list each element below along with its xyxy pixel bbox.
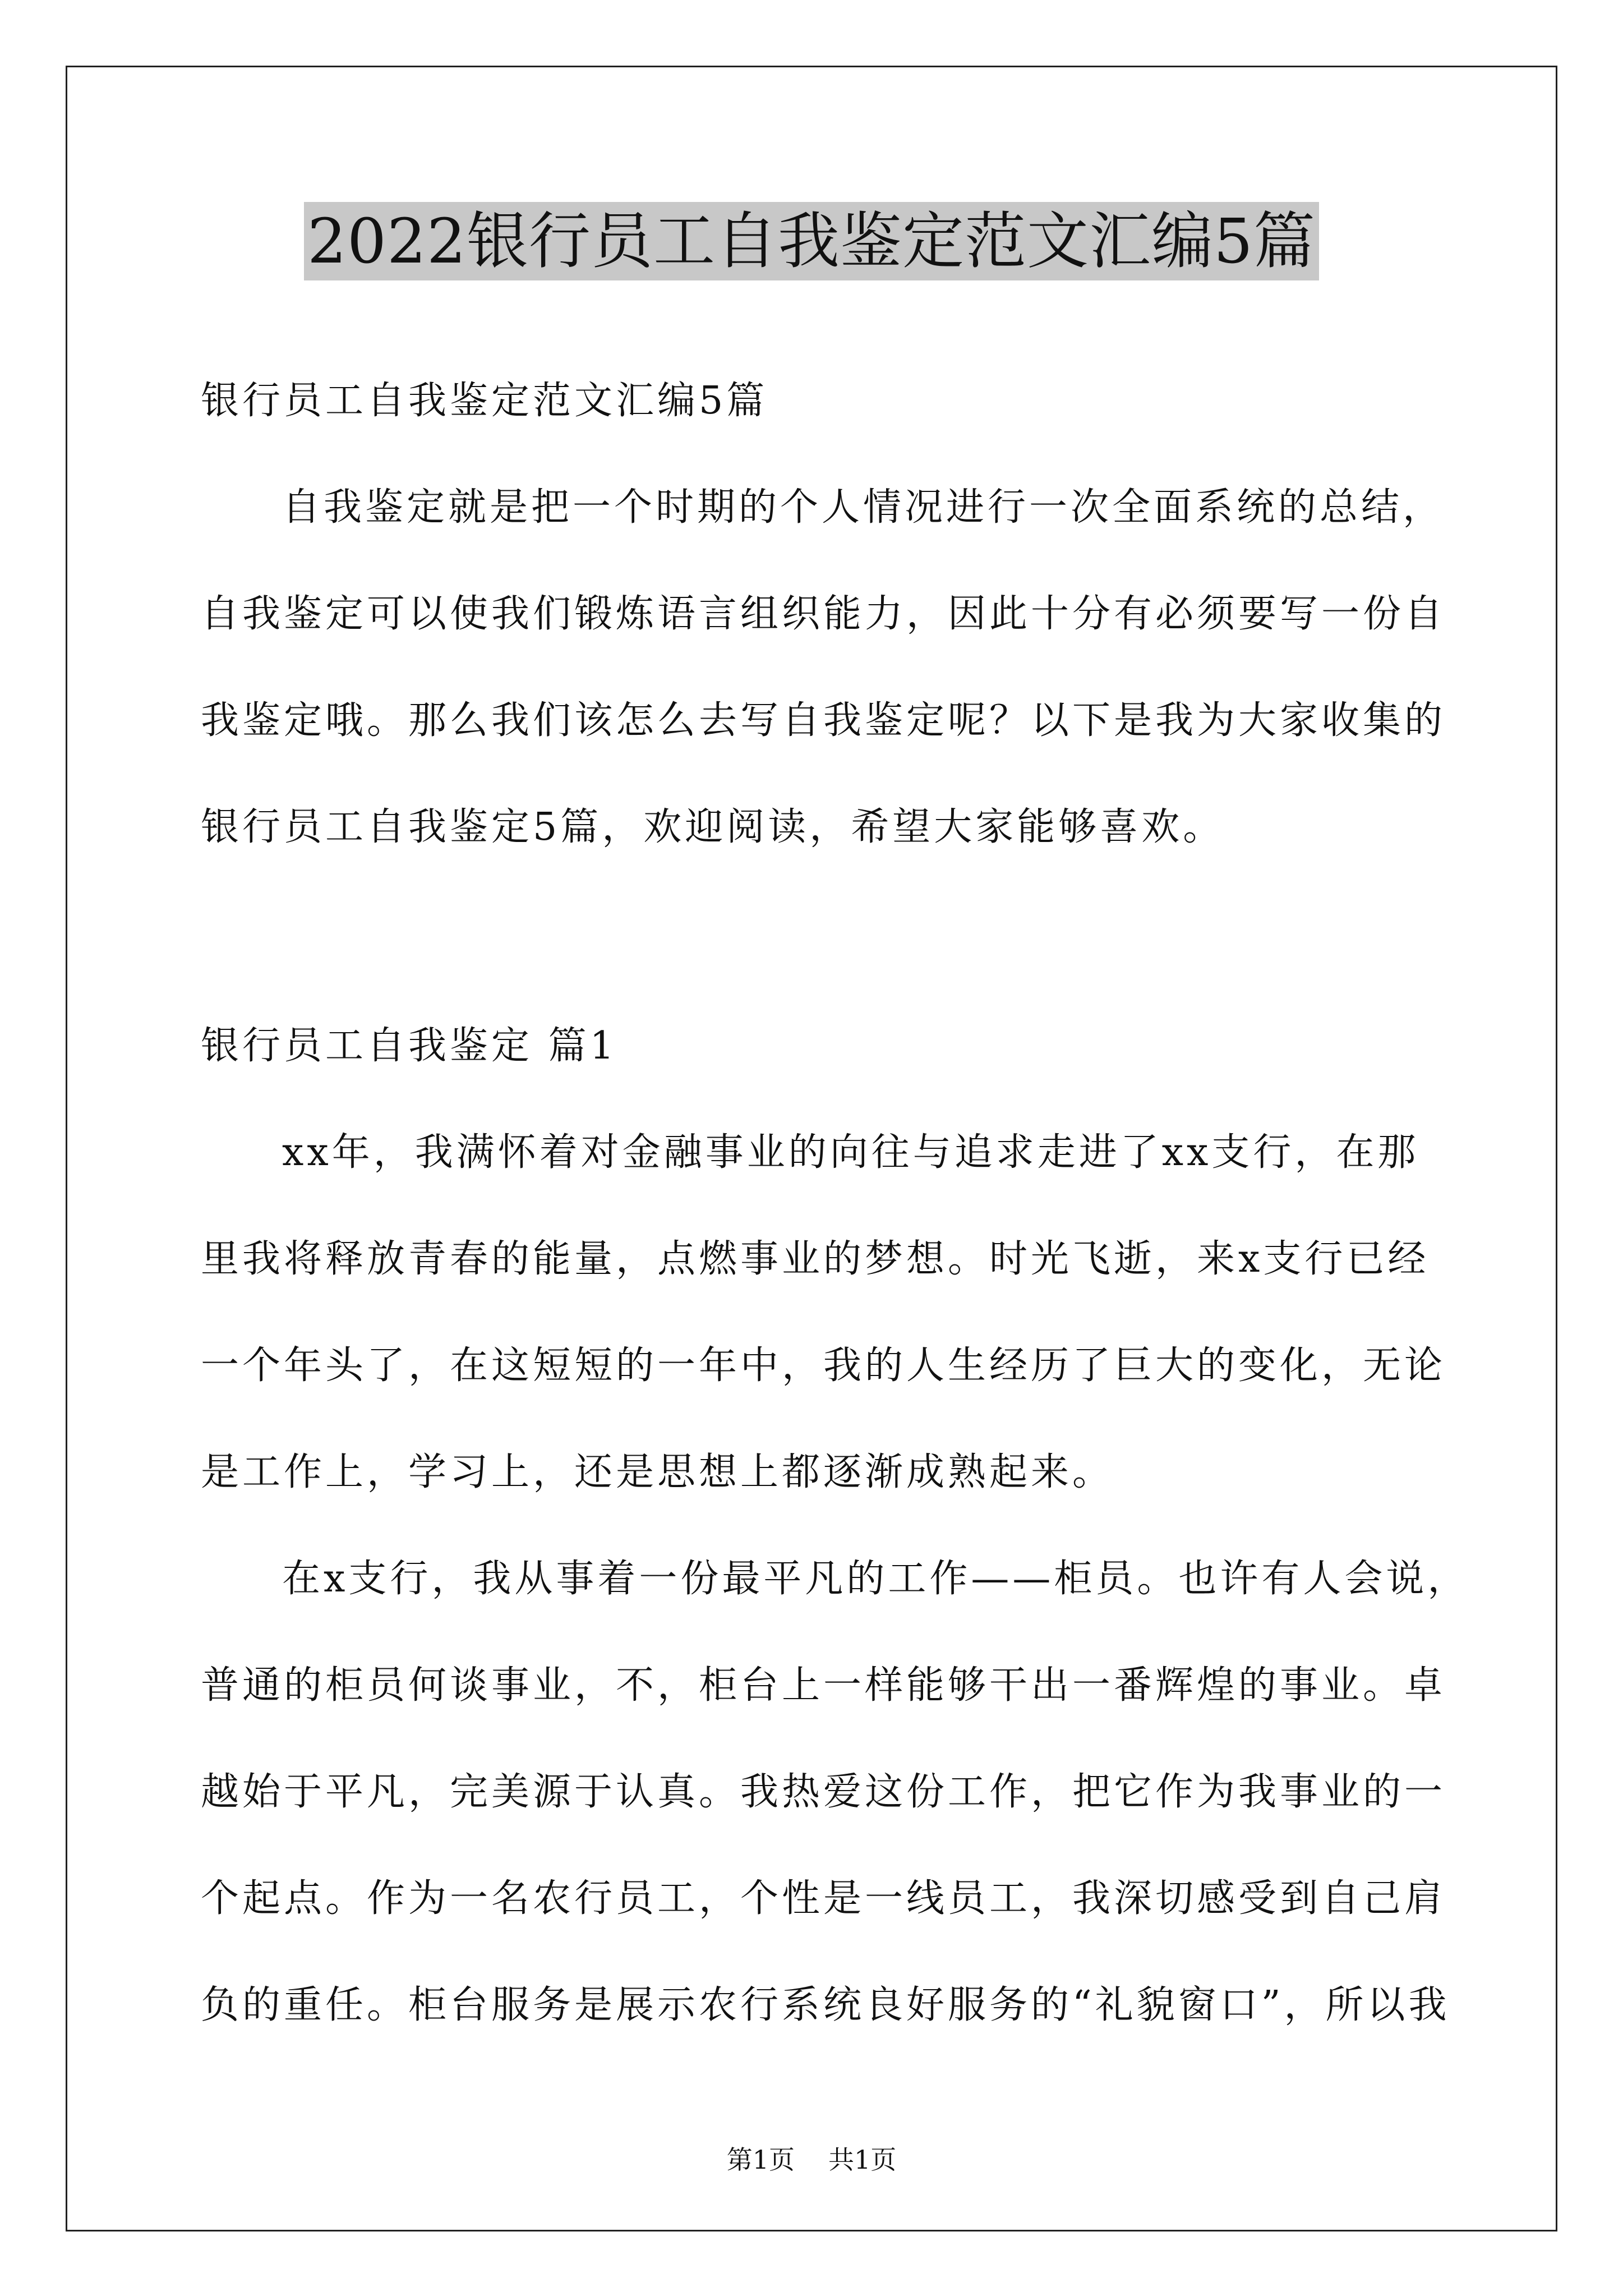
paragraph-line: 我鉴定哦。那么我们该怎么去写自我鉴定呢？以下是我为大家收集的 <box>201 698 1446 743</box>
paragraph-line: 银行员工自我鉴定5篇，欢迎阅读，希望大家能够喜欢。 <box>201 805 1225 849</box>
subtitle-line: 银行员工自我鉴定范文汇编5篇 <box>201 379 768 423</box>
page-footer <box>0 2143 1623 2177</box>
document-title: 2022银行员工自我鉴定范文汇编5篇 <box>304 202 1319 280</box>
paragraph-line: 里我将释放青春的能量，点燃事业的梦想。时光飞逝，来x支行已经 <box>201 1237 1430 1281</box>
paragraph-line: 自我鉴定可以使我们锻炼语言组织能力，因此十分有必须要写一份自 <box>201 592 1446 636</box>
paragraph-line: 一个年头了，在这短短的一年中，我的人生经历了巨大的变化，无论 <box>201 1343 1446 1388</box>
paragraph-line: 负的重任。柜台服务是展示农行系统良好服务的“礼貌窗口”，所以我 <box>201 1983 1450 2027</box>
paragraph-spacer <box>201 881 1435 993</box>
document-body <box>201 348 1469 2059</box>
page-number-total: 共1页 <box>828 2145 897 2175</box>
paragraph-line: 个起点。作为一名农行员工，个性是一线员工，我深切感受到自己肩 <box>201 1876 1446 1921</box>
section-heading: 银行员工自我鉴定 篇1 <box>201 1024 617 1068</box>
paragraph-line: 自我鉴定就是把一个时期的个人情况进行一次全面系统的总结， <box>282 485 1445 530</box>
page-number-current: 第1页 <box>726 2145 795 2175</box>
paragraph-line: xx年，我满怀着对金融事业的向往与追求走进了xx支行，在那 <box>282 1130 1419 1175</box>
paragraph-line: 在x支行，我从事着一份最平凡的工作——柜员。也许有人会说， <box>282 1557 1469 1601</box>
title-container <box>0 202 1623 280</box>
paragraph-line: 是工作上，学习上，还是思想上都逐渐成熟起来。 <box>201 1450 1114 1494</box>
paragraph-line: 普通的柜员何谈事业，不，柜台上一样能够干出一番辉煌的事业。卓 <box>201 1663 1446 1708</box>
paragraph-line: 越始于平凡，完美源于认真。我热爱这份工作，把它作为我事业的一 <box>201 1770 1446 1814</box>
